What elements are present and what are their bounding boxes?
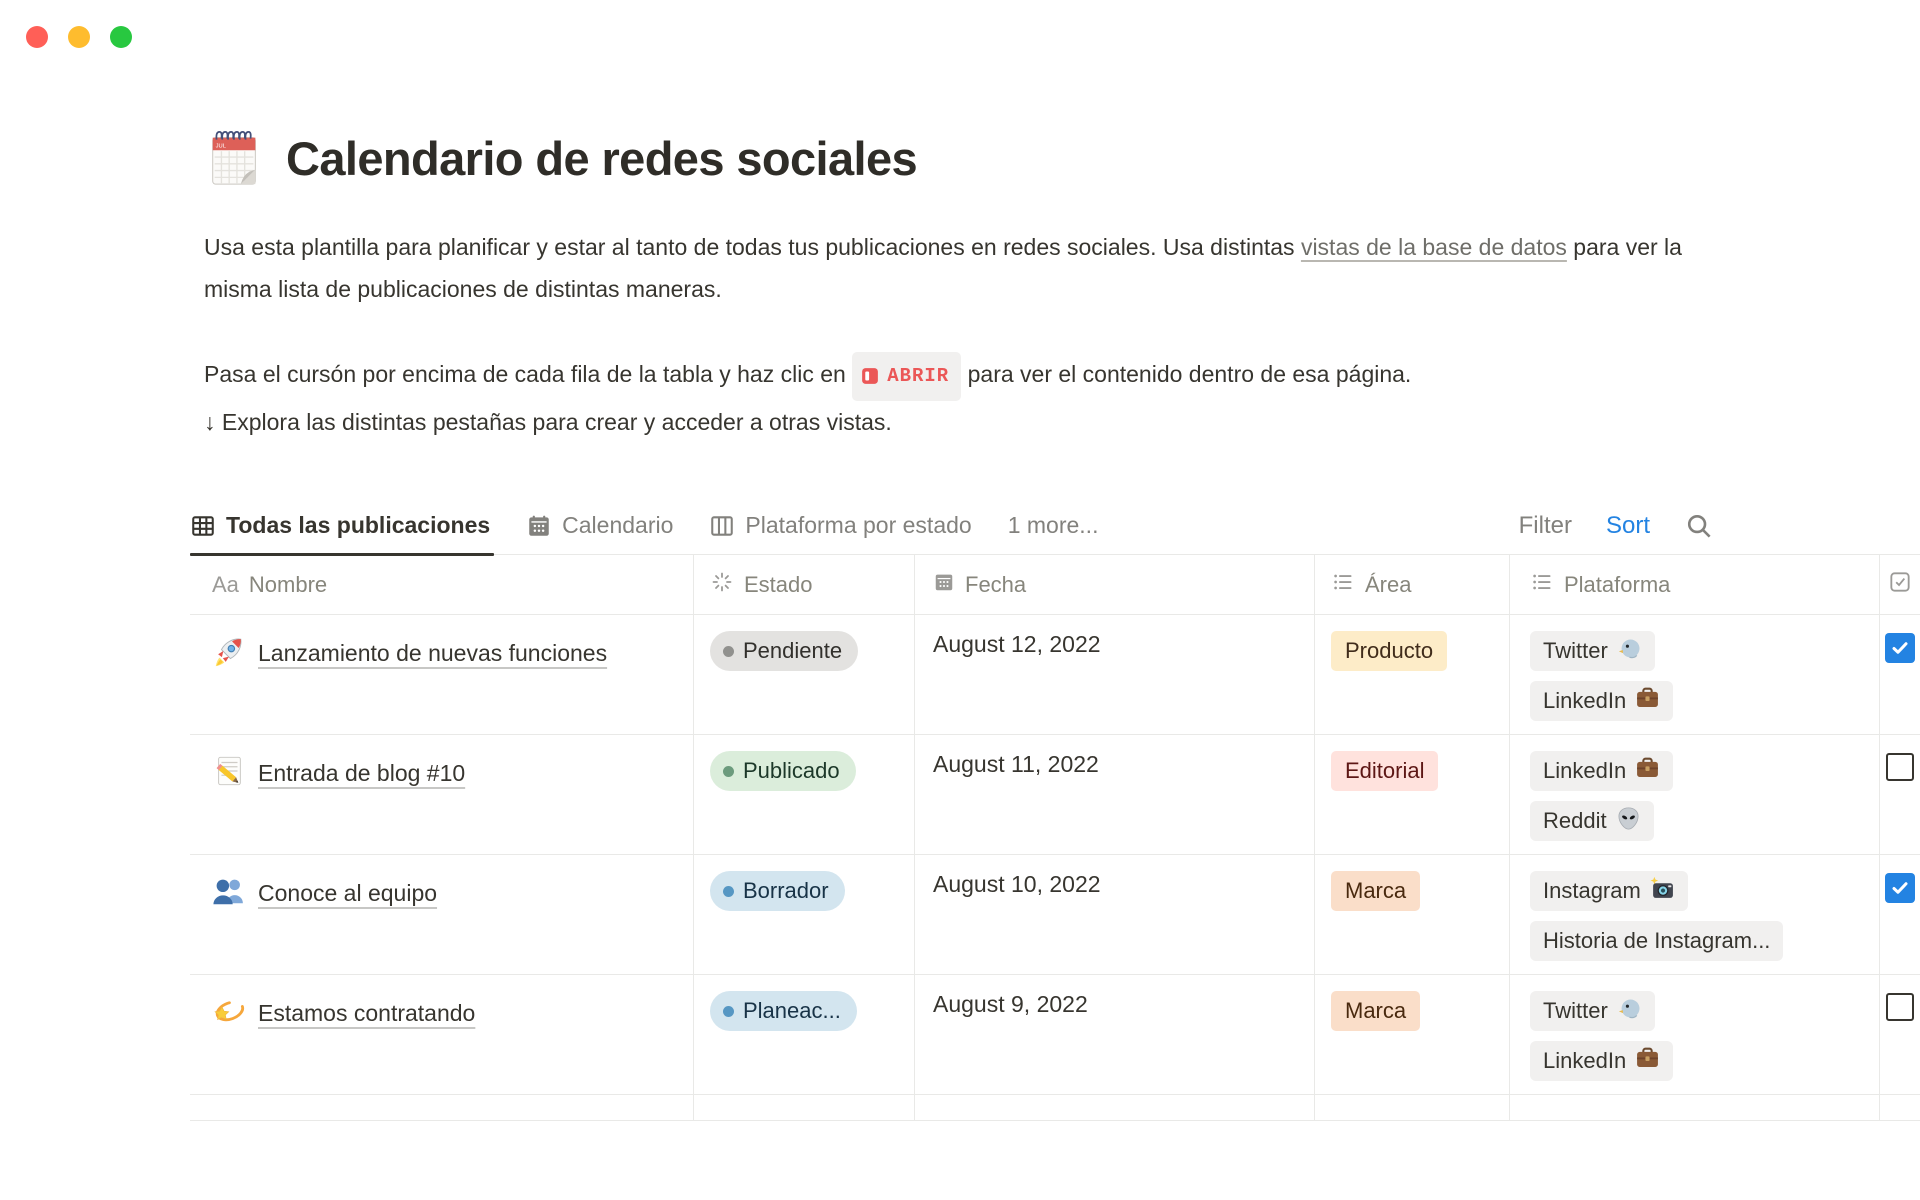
table-row <box>190 615 1920 735</box>
checkbox-unchecked[interactable] <box>1886 993 1914 1021</box>
list-icon <box>1331 570 1355 600</box>
filter-button[interactable]: Filter <box>1518 511 1572 539</box>
status-label: Borrador <box>743 878 829 903</box>
instructions-text-after: para ver el contenido dentro de esa página. <box>961 361 1412 387</box>
checkbox-cell <box>1880 735 1920 854</box>
column-label: Estado <box>744 571 813 597</box>
checkbox-checked[interactable] <box>1885 633 1915 663</box>
dizzy-emoji-icon <box>212 994 246 1042</box>
status-cell[interactable] <box>694 855 915 974</box>
publications-table <box>190 555 1920 1121</box>
page-title: Calendario de redes sociales <box>286 131 918 185</box>
tab-label: Plataforma por estado <box>745 512 972 538</box>
view-toolbar <box>190 497 1920 555</box>
sort-button[interactable]: Sort <box>1605 511 1650 539</box>
zoom-window-button[interactable] <box>110 26 132 48</box>
tab-label: 1 more... <box>1007 512 1099 538</box>
area-cell[interactable] <box>1315 855 1510 974</box>
status-dot <box>723 646 734 657</box>
table-header-row <box>190 555 1920 615</box>
intro-text-before: Usa esta plantilla para planificar y estar al tanto de todas tus publicaciones en redes sociales. Usa distintas <box>204 234 1301 260</box>
abrir-button-label: ABRIR <box>887 365 950 387</box>
area-tag[interactable]: Producto <box>1331 631 1447 671</box>
table-view-icon <box>190 513 216 539</box>
checkbox-unchecked[interactable] <box>1886 753 1914 781</box>
date-cell[interactable]: August 11, 2022 <box>915 735 1315 854</box>
date-cell[interactable]: August 9, 2022 <box>915 975 1315 1094</box>
platform-label: Twitter <box>1543 998 1608 1023</box>
tab-label: Calendario <box>562 512 674 538</box>
status-pill[interactable] <box>710 751 856 791</box>
intro-paragraph <box>204 226 1724 310</box>
page-title-row <box>204 116 1920 200</box>
status-pill[interactable] <box>710 991 857 1031</box>
platform-tag[interactable] <box>1530 991 1655 1031</box>
open-peek-icon <box>861 367 879 385</box>
briefcase-emoji-icon <box>1635 1046 1660 1077</box>
column-header-area[interactable] <box>1315 555 1510 614</box>
table-row <box>190 975 1920 1095</box>
instructions-paragraph <box>204 352 1724 443</box>
page-link[interactable]: Estamos contratando <box>258 1000 476 1026</box>
column-label: Fecha <box>965 571 1027 597</box>
list-icon <box>1530 570 1554 600</box>
status-cell[interactable] <box>694 615 915 734</box>
platform-tag[interactable] <box>1530 1041 1673 1081</box>
table-row <box>190 855 1920 975</box>
row-name-cell[interactable] <box>190 735 694 854</box>
row-name-cell[interactable] <box>190 975 694 1094</box>
status-label: Pendiente <box>743 638 843 663</box>
column-label: Área <box>1365 571 1412 597</box>
status-dot <box>723 1006 734 1017</box>
database-views-link[interactable]: vistas de la base de datos <box>1300 234 1567 260</box>
status-pill[interactable] <box>710 631 858 671</box>
column-header-nombre[interactable] <box>190 555 694 614</box>
minimize-window-button[interactable] <box>68 26 90 48</box>
column-header-fecha[interactable] <box>915 555 1315 614</box>
column-header-checkbox[interactable] <box>1880 555 1920 614</box>
platform-tag[interactable] <box>1530 751 1673 791</box>
svg-text:JUL: JUL <box>215 143 226 150</box>
checkbox-checked[interactable] <box>1885 873 1915 903</box>
calendar-view-icon <box>526 513 552 539</box>
platform-tag[interactable] <box>1530 631 1655 671</box>
briefcase-emoji-icon <box>1635 686 1660 717</box>
platform-tag[interactable] <box>1530 801 1654 841</box>
row-name-cell[interactable] <box>190 855 694 974</box>
platform-cell[interactable] <box>1510 615 1880 734</box>
checkbox-cell <box>1880 855 1920 974</box>
platform-tag[interactable] <box>1530 681 1673 721</box>
checkbox-cell <box>1880 615 1920 734</box>
area-tag[interactable]: Marca <box>1331 871 1420 911</box>
instructions-text-before: Pasa el cursón por encima de cada fila de la tabla y haz clic en <box>204 361 853 387</box>
intro-text-after: para ver la misma lista de publicaciones de distintas maneras. <box>204 234 1682 302</box>
spiral-notepad-emoji-icon <box>204 127 266 189</box>
date-cell[interactable]: August 10, 2022 <box>915 855 1315 974</box>
platform-label: Reddit <box>1543 808 1607 833</box>
tab-calendario[interactable] <box>526 497 673 554</box>
table-row <box>190 735 1920 855</box>
busts-in-silhouette-emoji-icon <box>212 874 246 922</box>
platform-label: Instagram <box>1543 878 1641 903</box>
column-header-estado[interactable] <box>694 555 915 614</box>
bird-emoji-icon <box>1617 996 1642 1027</box>
page-link[interactable]: Conoce al equipo <box>258 880 438 906</box>
abrir-button[interactable] <box>852 352 961 401</box>
area-tag[interactable]: Marca <box>1331 991 1420 1031</box>
platform-label: Historia de Instagram... <box>1543 928 1771 953</box>
platform-cell[interactable] <box>1510 855 1880 974</box>
area-cell[interactable] <box>1315 975 1510 1094</box>
platform-cell[interactable] <box>1510 975 1880 1094</box>
date-cell[interactable]: August 12, 2022 <box>915 615 1315 734</box>
status-dot <box>723 766 734 777</box>
memo-emoji-icon <box>212 754 246 802</box>
platform-tag[interactable] <box>1530 921 1783 961</box>
page-link[interactable]: Lanzamiento de nuevas funciones <box>258 640 608 666</box>
status-label: Planeac... <box>743 998 841 1023</box>
empty-table-row[interactable] <box>190 1095 1920 1121</box>
tab-plataforma-por-estado[interactable] <box>709 497 971 554</box>
text-type-icon: Aa <box>212 571 239 597</box>
rocket-emoji-icon <box>212 634 246 682</box>
column-header-plataforma[interactable] <box>1510 555 1880 614</box>
area-tag[interactable]: Editorial <box>1331 751 1438 791</box>
platform-label: LinkedIn <box>1543 1048 1627 1073</box>
platform-label: LinkedIn <box>1543 758 1627 783</box>
platform-label: Twitter <box>1543 638 1608 663</box>
instructions-line2: ↓ Explora las distintas pestañas para crear y acceder a otras vistas. <box>204 409 892 435</box>
board-view-icon <box>709 513 735 539</box>
alien-emoji-icon <box>1616 806 1641 837</box>
area-cell[interactable] <box>1315 735 1510 854</box>
status-dot <box>723 886 734 897</box>
page-link[interactable]: Entrada de blog #10 <box>258 760 466 786</box>
bird-emoji-icon <box>1617 636 1642 667</box>
status-cell[interactable] <box>694 975 915 1094</box>
row-name-cell[interactable] <box>190 615 694 734</box>
status-pill[interactable] <box>710 871 845 911</box>
tab-more-views[interactable] <box>1008 497 1099 554</box>
platform-tag[interactable] <box>1530 871 1688 911</box>
tab-label: Todas las publicaciones <box>226 512 491 538</box>
checkbox-icon <box>1887 569 1913 601</box>
checkbox-cell <box>1880 975 1920 1094</box>
search-icon[interactable] <box>1684 511 1714 541</box>
column-label: Nombre <box>248 571 328 597</box>
briefcase-emoji-icon <box>1635 756 1660 787</box>
toolbar-controls <box>1519 511 1714 541</box>
window-controls <box>26 26 132 48</box>
tab-todas-las-publicaciones[interactable] <box>190 497 490 554</box>
column-label: Plataforma <box>1564 571 1671 597</box>
close-window-button[interactable] <box>26 26 48 48</box>
platform-cell[interactable] <box>1510 735 1880 854</box>
status-burst-icon <box>710 570 734 600</box>
camera-flash-emoji-icon <box>1650 876 1675 907</box>
area-cell[interactable] <box>1315 615 1510 734</box>
platform-label: LinkedIn <box>1543 688 1627 713</box>
status-cell[interactable] <box>694 735 915 854</box>
status-label: Publicado <box>743 758 840 783</box>
calendar-icon <box>933 571 955 599</box>
